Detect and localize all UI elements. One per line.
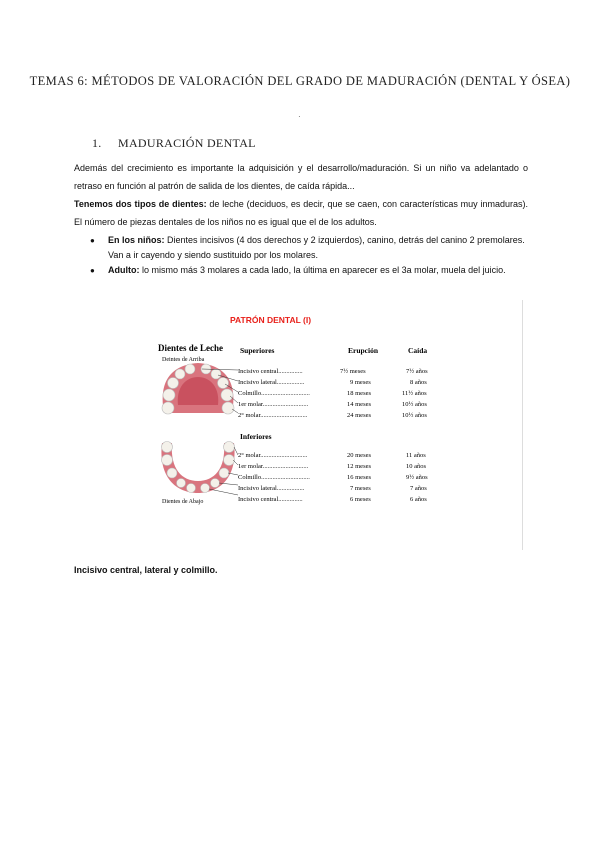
bullet-adult-text: lo mismo más 3 molares a cada lado, la última en aparecer es el 3a molar, muela del juicio. — [139, 265, 506, 275]
lower-row-fall: 11 años — [406, 452, 426, 459]
lower-jaw-illustration — [161, 442, 234, 494]
lower-row-name: 2° molar............................. — [238, 452, 308, 459]
upper-row-name: Colmillo.............................. — [238, 390, 310, 397]
col-erupcion: Erupción — [348, 346, 379, 355]
bullet-children-bold: En los niños: — [108, 235, 165, 245]
upper-jaw-illustration — [162, 363, 234, 414]
col-superiores: Superiores — [240, 346, 275, 355]
upper-row-eruption: 24 meses — [347, 412, 372, 419]
dental-pattern-figure — [140, 305, 523, 549]
paragraph-2 — [74, 195, 528, 231]
upper-row-eruption: 14 meses — [347, 401, 372, 408]
lower-row-name: Incisivo central............... — [238, 496, 303, 503]
figure-heading: Dientes de Leche — [158, 343, 223, 353]
lower-jaw-label: Dientes de Abajo — [162, 499, 204, 505]
lower-row-eruption: 6 meses — [350, 496, 371, 503]
lower-row-name: 1er molar............................ — [238, 463, 309, 470]
section-heading — [92, 136, 256, 151]
upper-row-eruption: 18 meses — [347, 390, 372, 397]
lower-row-fall: 9½ años — [406, 474, 428, 481]
upper-jaw-label: Deintes de Arriba — [162, 357, 205, 363]
bullet-adult-bold: Adulto: — [108, 265, 140, 275]
lower-row-eruption: 20 meses — [347, 452, 372, 459]
upper-row-fall: 10½ años — [402, 401, 427, 408]
bullet-children — [92, 233, 528, 263]
upper-row-name: Incisivo lateral................. — [238, 379, 305, 386]
lower-row-eruption: 16 meses — [347, 474, 372, 481]
caption-text: Incisivo central, lateral y colmillo. — [74, 565, 218, 575]
upper-row-name: Incisivo central............... — [238, 368, 303, 375]
upper-row-eruption: 9 meses — [350, 379, 371, 386]
upper-row-eruption: 7½ meses — [340, 368, 366, 375]
lower-rows — [238, 452, 428, 503]
paragraph-1: Además del crecimiento es importante la adquisición y el desarrollo/maduración. Si un niño va adelantado o retraso en función al patrón de salida de los dientes, de caída rápida... — [74, 163, 528, 191]
col-caida: Caída — [408, 346, 428, 355]
bullet-adult — [92, 263, 528, 278]
dental-chart-svg — [140, 305, 523, 549]
upper-row-fall: 7½ años — [406, 368, 428, 375]
lower-row-name: Incisivo lateral................. — [238, 485, 305, 492]
section-title: MADURACIÓN DENTAL — [118, 136, 256, 150]
bullet-list — [92, 233, 528, 278]
upper-row-fall: 8 años — [410, 379, 427, 386]
lower-row-fall: 6 años — [410, 496, 427, 503]
lower-row-eruption: 7 meses — [350, 485, 371, 492]
paragraph-2-text: de leche (deciduos, es decir, que se caen, con características muy inmaduras). El número de piezas dentales de los niños no es igual que el de los adultos. — [74, 199, 528, 227]
figure-title: PATRÓN DENTAL (I) — [230, 315, 312, 325]
paragraph-2-bold: Tenemos dos tipos de dientes: — [74, 199, 207, 209]
lower-row-fall: 7 años — [410, 485, 427, 492]
upper-row-fall: 11½ años — [402, 390, 427, 397]
inferiores-label: Inferiores — [240, 432, 272, 441]
upper-rows — [238, 368, 428, 419]
upper-row-fall: 10½ años — [402, 412, 427, 419]
lower-row-eruption: 12 meses — [347, 463, 372, 470]
upper-row-name: 2° molar............................. — [238, 412, 308, 419]
decorative-dot: · — [298, 112, 301, 121]
bullet-children-text: Dientes incisivos (4 dos derechos y 2 izquierdos), canino, detrás del canino 2 premolares. Van a ir cayendo y siendo sustituido por los molares. — [108, 235, 525, 260]
lower-row-name: Colmillo.............................. — [238, 474, 310, 481]
lower-row-fall: 10 años — [406, 463, 427, 470]
page-title: TEMAS 6: MÉTODOS DE VALORACIÓN DEL GRADO DE MADURACIÓN (DENTAL Y ÓSEA) — [29, 74, 571, 88]
upper-row-name: 1er molar............................ — [238, 401, 309, 408]
section-number: 1. — [92, 136, 102, 150]
